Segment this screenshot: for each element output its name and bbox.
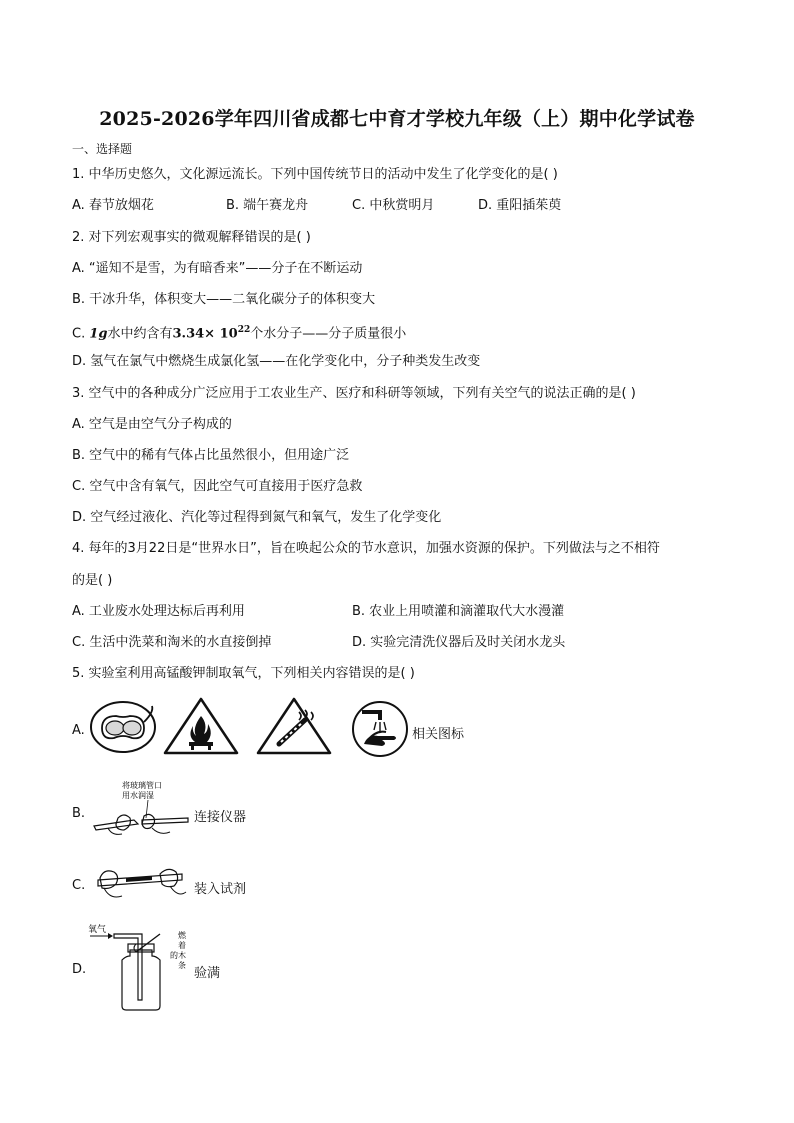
- d-caption-2: 的: [170, 951, 178, 960]
- q1-option-c[interactable]: C. 中秋赏明月: [352, 198, 435, 213]
- flame-warning-icon: [162, 696, 240, 756]
- d-gas-label: 氧气: [88, 925, 107, 935]
- q3-option-d[interactable]: D. 空气经过液化、汽化等过程得到氮气和氧气，发生了化学变化: [72, 510, 442, 525]
- d-caption-1: 着: [178, 941, 186, 950]
- q2-c-exp: 22: [237, 325, 251, 335]
- q4-stem-line2: 的是( ): [72, 573, 113, 588]
- q5-option-d-letter[interactable]: D.: [72, 962, 87, 977]
- q4-option-b[interactable]: B. 农业上用喷灌和滴灌取代大水漫灌: [352, 604, 565, 619]
- d-caption-3: 木: [178, 951, 186, 960]
- q3-stem: 3. 空气中的各种成分广泛应用于工农业生产、医疗和科研等领域，下列有关空气的说法正确的是( ): [72, 386, 636, 401]
- section-heading: 一、选择题: [72, 142, 133, 156]
- hot-surface-warning-icon: [255, 696, 333, 756]
- q2-c-times: × 10: [204, 326, 238, 342]
- q2-c-mid: 水中约含有: [107, 326, 173, 342]
- b-caption-line1: 将玻璃管口: [122, 781, 162, 790]
- d-caption-0: 燃: [178, 931, 186, 940]
- q2-option-c[interactable]: [72, 321, 406, 343]
- q4-option-d[interactable]: D. 实验完清洗仪器后及时关闭水龙头: [352, 635, 566, 650]
- q1-option-a[interactable]: A. 春节放烟花: [72, 198, 154, 213]
- d-caption-4: 条: [178, 961, 186, 970]
- q5-option-c-letter[interactable]: C.: [72, 878, 86, 893]
- q5-option-d-label: 验满: [194, 966, 221, 981]
- connect-apparatus-diagram: [88, 778, 194, 842]
- q4-option-c[interactable]: C. 生活中洗菜和淘米的水直接倒掉: [72, 635, 272, 650]
- q2-option-d[interactable]: D. 氢气在氯气中燃烧生成氯化氢——在化学变化中，分子种类发生改变: [72, 354, 481, 369]
- q1-option-d[interactable]: D. 重阳插茱萸: [478, 198, 562, 213]
- q5-stem: 5. 实验室利用高锰酸钾制取氧气，下列相关内容错误的是( ): [72, 666, 415, 681]
- q5-option-c-label: 装入试剂: [194, 882, 247, 897]
- q2-c-mass: 1g: [89, 326, 108, 342]
- q3-option-a[interactable]: A. 空气是由空气分子构成的: [72, 417, 232, 432]
- q2-option-b[interactable]: B. 干冰升华，体积变大——二氧化碳分子的体积变大: [72, 292, 376, 307]
- exam-title: 2025-2026学年四川省成都七中育才学校九年级（上）期中化学试卷: [99, 108, 695, 130]
- q5-option-a-label: 相关图标: [412, 727, 465, 742]
- load-reagent-diagram: [90, 860, 190, 906]
- goggles-icon: [88, 698, 160, 754]
- check-full-diagram: [86, 920, 196, 1012]
- q2-c-suffix: 个水分子——分子质量很小: [250, 326, 407, 342]
- q5-option-a-letter[interactable]: A.: [72, 723, 85, 738]
- q4-stem-line1: 4. 每年的3月22日是“世界水日”，旨在唤起公众的节水意识，加强水资源的保护。下列做法与之不相符: [72, 541, 660, 556]
- q1-option-b[interactable]: B. 端午赛龙舟: [226, 198, 309, 213]
- q4-option-a[interactable]: A. 工业废水处理达标后再利用: [72, 604, 245, 619]
- q1-stem: 1. 中华历史悠久，文化源远流长。下列中国传统节日的活动中发生了化学变化的是( ): [72, 167, 558, 182]
- q5-option-b-label: 连接仪器: [194, 810, 247, 825]
- hand-wash-icon: [350, 700, 412, 758]
- b-caption-line2: 用水润湿: [122, 791, 154, 800]
- q2-stem: 2. 对下列宏观事实的微观解释错误的是( ): [72, 230, 311, 245]
- q2-c-prefix: C.: [72, 326, 90, 342]
- q2-c-coef: 3.34: [172, 326, 205, 342]
- q2-option-a[interactable]: A. “遥知不是雪，为有暗香来”——分子在不断运动: [72, 261, 363, 276]
- q3-option-b[interactable]: B. 空气中的稀有气体占比虽然很小，但用途广泛: [72, 448, 350, 463]
- q3-option-c[interactable]: C. 空气中含有氧气，因此空气可直接用于医疗急救: [72, 479, 363, 494]
- q5-option-b-letter[interactable]: B.: [72, 806, 86, 821]
